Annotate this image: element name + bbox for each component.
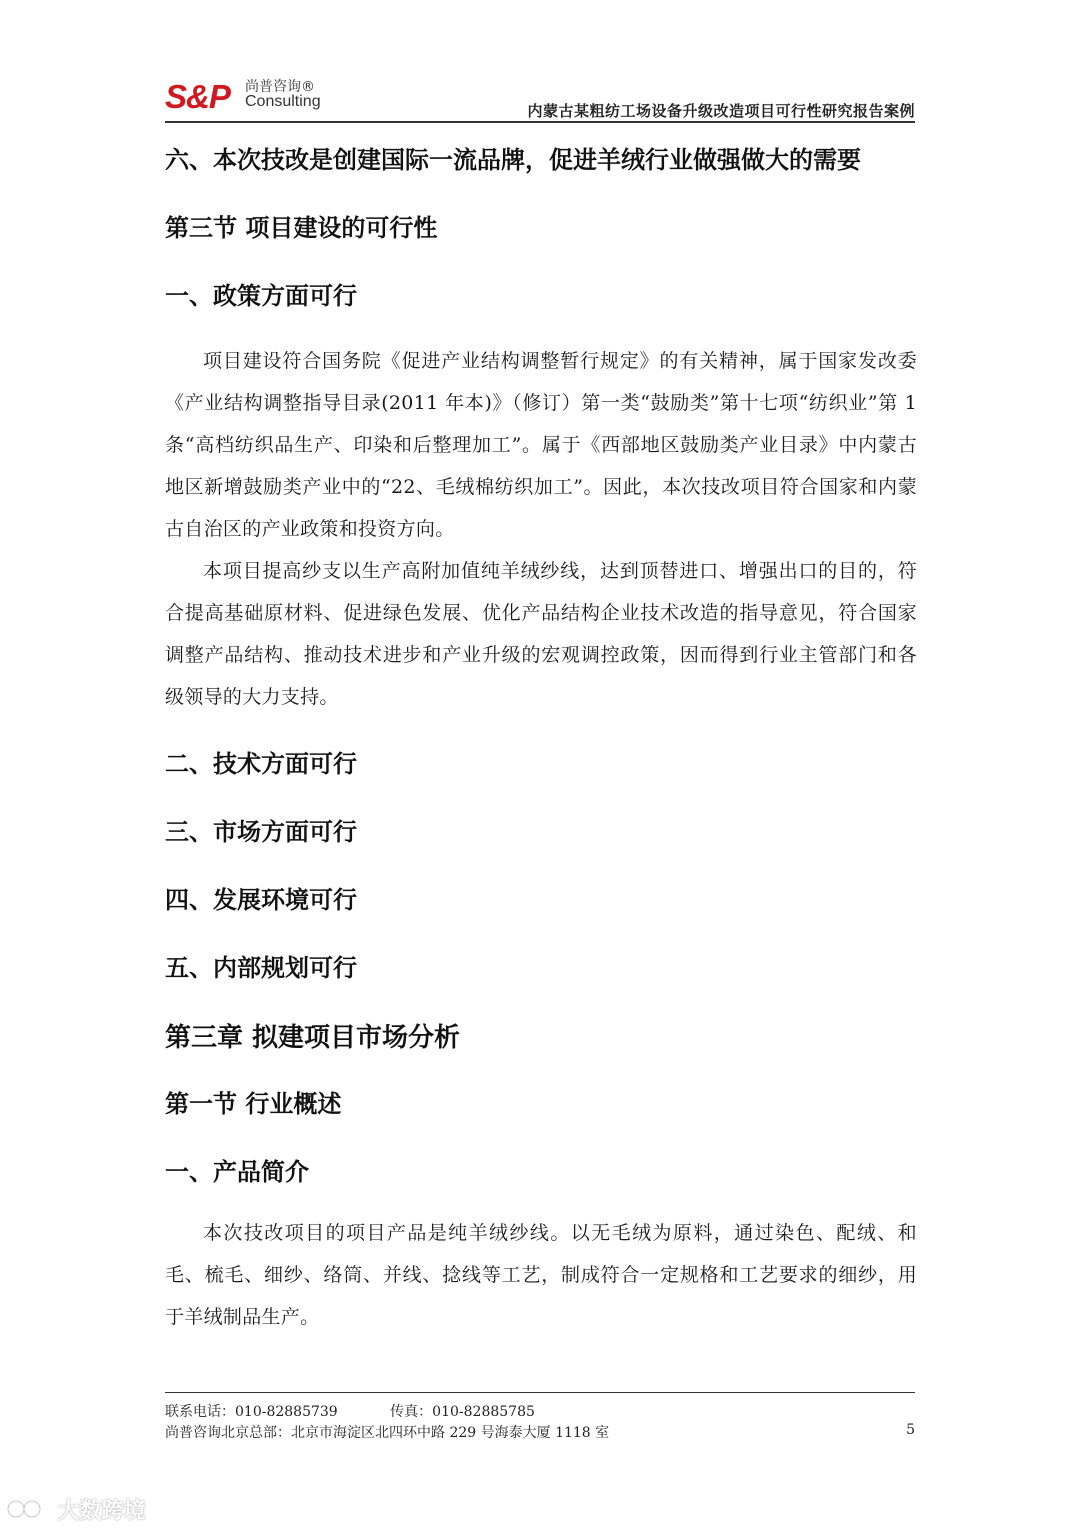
logo-chinese-name: 尚普咨询® bbox=[245, 79, 315, 95]
header-title: 内蒙古某粗纺工场设备升级改造项目可行性研究报告案例 bbox=[527, 102, 915, 120]
watermark-text: 大数跨境 bbox=[57, 1499, 146, 1524]
policy-paragraph-2: 本项目提高纱支以生产高附加值纯羊绒纱线，达到顶替进口、增强出口的目的，符合提高基础原材料、促进绿色发展、优化产品结构企业技术改造的指导意见，符合国家调整产品结构、推动技术进步和产业升级的宏观调控政策，因而得到行业主管部门和各级领导的大力支持。 bbox=[165, 560, 917, 708]
product-heading: 一、产品简介 bbox=[165, 1157, 309, 1186]
chapter-3-title: 第三章 拟建项目市场分析 bbox=[165, 1023, 461, 1053]
tech-heading: 二、技术方面可行 bbox=[165, 749, 357, 778]
footer-divider bbox=[165, 1392, 915, 1393]
market-heading: 三、市场方面可行 bbox=[165, 817, 357, 846]
logo-english-name: Consulting bbox=[245, 93, 321, 110]
watermark bbox=[6, 1494, 146, 1526]
section-1-title: 第一节 行业概述 bbox=[165, 1089, 342, 1118]
footer-contact bbox=[165, 1401, 917, 1421]
section-3-title: 第三节 项目建设的可行性 bbox=[165, 213, 438, 242]
header-divider bbox=[165, 121, 915, 123]
page-number: 5 bbox=[906, 1422, 915, 1438]
main-content bbox=[165, 138, 917, 1338]
footer-address: 尚普咨询北京总部：北京市海淀区北四环中路 229 号海泰大厦 1118 室 bbox=[165, 1425, 610, 1441]
footer-phone: 联系电话：010-82885739 bbox=[165, 1404, 338, 1420]
company-logo bbox=[165, 76, 335, 116]
heading-six: 六、本次技改是创建国际一流品牌，促进羊绒行业做强做大的需要 bbox=[165, 145, 861, 174]
planning-heading: 五、内部规划可行 bbox=[165, 953, 357, 982]
logo-mark: S&P bbox=[165, 78, 230, 115]
product-paragraph: 本次技改项目的项目产品是纯羊绒纱线。以无毛绒为原料，通过染色、配绒、和毛、梳毛、细纱、络筒、并线、捻线等工艺，制成符合一定规格和工艺要求的细纱，用于羊绒制品生产。 bbox=[165, 1222, 917, 1328]
watermark-logo-icon bbox=[6, 1496, 46, 1528]
environment-heading: 四、发展环境可行 bbox=[165, 885, 357, 914]
policy-heading: 一、政策方面可行 bbox=[165, 281, 357, 310]
policy-paragraph-1: 项目建设符合国务院《促进产业结构调整暂行规定》的有关精神，属于国家发改委《产业结构调整指导目录(2011 年本)》（修订）第一类“鼓励类”第十七项“纺织业”第 1 条“高档纺织品生产、印染和后整理加工”。属于《西部地区鼓励类产业目录》中内蒙古地区新增鼓励类产业中的“22、毛绒棉纺织加工”。因此，本次技改项目符合国家和内蒙古自治区的产业政策和投资方向。 bbox=[165, 350, 917, 540]
footer-fax: 传真：010-82885785 bbox=[390, 1404, 535, 1420]
